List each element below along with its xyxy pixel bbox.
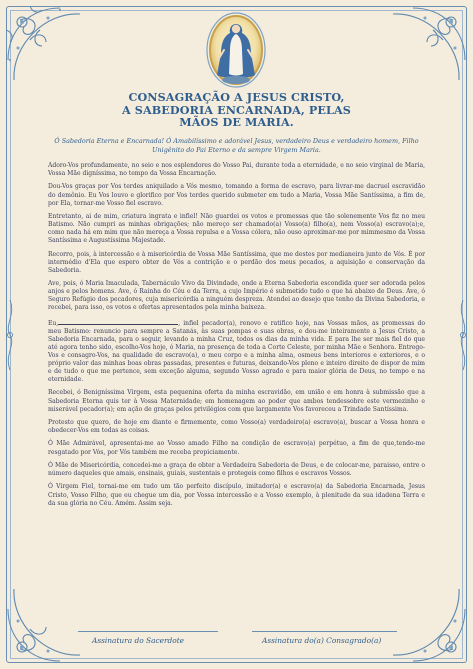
priest-signature-label: Assinatura do Sacerdote [92,636,185,645]
paragraph: Protesto que quero, de hoje em diante e firmemente, como Vosso(a) verdadeiro(a) escravo(a), buscar a Vossa honra e obedecer-Vos em todas as coisas. [48,419,425,435]
paragraph-name-blank [48,318,425,384]
paragraph: Entretanto, ai de mim, criatura ingrata e infiel! Não guardei os votos e promessas que tão solenemente Vos fiz no meu Batismo. Não cumpri as minhas obrigações; não mereço ser chamado(a) Vosso(a) filho(a), nem Vosso(a) escravo(a);e, como nada há em mim que não mereça a Vossa repulsa e a Vossa cólera, não ouso aproximar-me por mimmesmo da Vossa Santíssima e Augustíssima Majestade. [48,213,425,245]
blank-suffix: , infiel pecador(a), renovo e ratifico hoje, nas Vossas mãos, as promessas do meu Batismo: renuncio para sempre a Satanás, às suas pompas e suas obras, e dou-me inteiramente a Jesus Cristo, a Sabedoria Encarnada, para o seguir, levando a minha Cruz, todos os dias da minha vida. E para lhe ser mais fiel do que até agora tenho sido, escolho-Vos hoje, ó Maria, na presença de toda a Corte Celeste, por minha Mãe e Senhora. Entrego-Vos e consagro-Vos, na qualidade de escravo(a), o meu corpo e a minha alma, osmeus bens interiores e exteriores, e o próprio valor das minhas boas obras passadas, presentes e futuras, deixando-Vos pleno e inteiro direito de dispor de mim e de tudo o que me pertence, sem exceção alguma, segundo Vosso agrado e para maior glória de Deus, no tempo e na eternidade. [48,319,425,384]
immaculate-conception-medallion-icon [198,10,274,90]
document-title [60,91,413,129]
prayer-body [48,162,425,513]
consecrated-signature-line[interactable] [252,631,397,632]
title-line: MÃOS DE MARIA. [179,115,294,129]
title-line: CONSAGRAÇÃO A JESUS CRISTO, [128,90,345,104]
blank-prefix: Eu, [48,319,59,327]
floral-corner-ornament-icon [0,0,90,90]
name-blank-line[interactable] [58,318,178,325]
paragraph: Ave, pois, ó Maria Imaculada, Tabernáculo Vivo da Divindade, onde a Eterna Sabedoria escondida quer ser adorada pelos anjos e pelos homens. Ave, ó Rainha do Céu e da Terra, a cujo Império é submetido tudo o que há abaixo de Deus. Ave, ó Seguro Refúgio dos pecadores, cuja misericórdia a ninguém despreza. Atendei ao desejo que tenho da Divina Sabedoria, e recebei, para isso, os votos e ofertas apresentados pela minha baixeza. [48,280,425,312]
paragraph: Ó Mãe de Misericórdia, concedei-me a graça de obter a Verdadeira Sabedoria de Deus, e de colocar-me, paraisso, entre o número daqueles que amais, ensinais, guiais, sustentais e protegeis como filhos e escravos Vossos. [48,461,425,478]
paragraph: Ó Virgem Fiel, tornai-me em tudo um tão perfeito discípulo, imitador(a) e escravo(a) da Sabedoria Encarnada, Jesus Cristo, Vosso Filho, que eu chegue um dia, por Vossa intercessão e a Vosso exemplo, à plenitude da sua idadena Terra e da sua glória no Céu. Amém. Assim seja. [48,483,425,507]
side-ornament-icon [4,300,16,370]
paragraph: Ó Mãe Admirável, apresentai-me ao Vosso amado Filho na condição de escravo(a) perpétuo, a fim de que,tendo-me resgatado por Vós, por Vós também me receba propiciamente. [48,440,425,456]
paragraph: Recorro, pois, à intercessão e à misericórdia de Vossa Mãe Santíssima, que me destes por medianeira junto de Vós. É por intermédio d'Ela que espero obter de Vós a contrição e o perdão dos meus pecados, a aquisição e conservação da Sabedoria. [48,250,425,274]
floral-corner-ornament-icon [0,579,90,669]
consecrated-signature-label: Assinatura do(a) Consagrado(a) [262,636,382,645]
paragraph: Recebei, ó Benigníssima Virgem, esta pequenina oferta da minha escravidão, em união e em honra à submissão que a Sabedoria Eterna quis ter à Vossa Maternidade; em homenagem ao poder que ambos tendessobre este vermezinho e miserável pecador(a); em ação de graças pelos privilégios com que largamente Vos favoreceu a Trindade Santíssima. [48,389,425,413]
title-line: A SABEDORIA ENCARNADA, PELAS [122,102,351,117]
floral-corner-ornament-icon [383,0,473,90]
floral-corner-ornament-icon [383,579,473,669]
priest-signature-line[interactable] [78,631,218,632]
side-ornament-icon [457,300,469,370]
invocation-subtitle: Ó Sabedoria Eterna e Encarnada! Ó Amabilíssimo e adorável Jesus, verdadeiro Deus e verdadeiro homem, Filho Unigênito do Pai Eterno e da sempre Virgem Maria. [54,137,419,154]
paragraph: Adoro-Vos profundamente, no seio e nos esplendores do Vosso Pai, durante toda a eternidade, e no seio virginal de Maria, Vossa Mãe digníssima, no tempo da Vossa Encarnação. [48,162,425,178]
paragraph: Dou-Vos graças por Vos terdes aniquilado a Vós mesmo, tomando a forma de escravo, para livrar-me dacruel escravidão do demônio. Eu Vos louvo e glorifico por Vos terdes querido submeter em tudo a Maria, Vossa Mãe Santíssima, a fim de, por Ela, tornar-me Vosso fiel escravo. [48,183,425,207]
